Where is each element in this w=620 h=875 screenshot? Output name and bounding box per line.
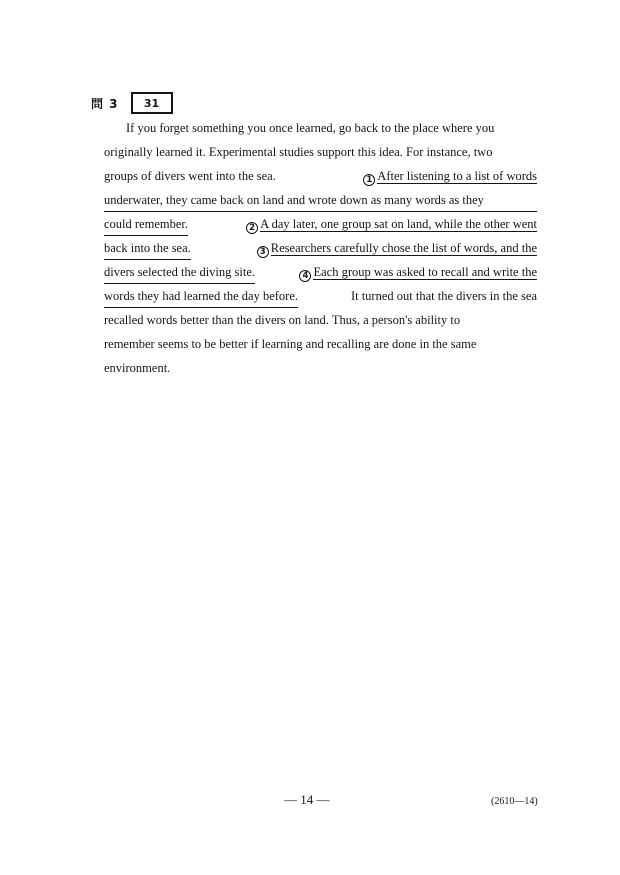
- underlined-text: back into the sea.: [104, 236, 191, 260]
- passage-line: [104, 332, 537, 356]
- underlined-text: divers selected the diving site.: [104, 260, 255, 284]
- underlined-text: After listening to a list of words: [377, 169, 537, 183]
- passage-text: environment.: [104, 361, 171, 375]
- question-header: [91, 92, 173, 114]
- underlined-text-content: underwater, they came back on land and wrote down as many words as they: [104, 193, 484, 207]
- passage-text: recalled words better than the divers on land. Thus, a person's ability to: [104, 313, 461, 327]
- underlined-text: [104, 188, 537, 212]
- underlined-sentence-1: [359, 164, 537, 188]
- passage-line: [104, 284, 537, 308]
- underlined-text: could remember.: [104, 212, 188, 236]
- page-number: — 14 —: [284, 792, 330, 807]
- passage-text: It turned out that the divers in the sea: [350, 289, 537, 303]
- circled-number-1-icon: 1: [363, 174, 375, 186]
- underlined-text: Each group was asked to recall and write the: [313, 265, 537, 279]
- passage-text: originally learned it. Experimental studies support this idea. For instance, two: [104, 145, 493, 159]
- underlined-sentence-2: [242, 212, 537, 236]
- circled-number-3-icon: 3: [257, 246, 269, 258]
- underlined-text: Researchers carefully chose the list of words, and the: [270, 241, 537, 255]
- passage-line: [104, 140, 537, 164]
- passage-line: [104, 260, 537, 284]
- circled-number-4-icon: 4: [299, 270, 311, 282]
- passage-text: remember seems to be better if learning and recalling are done in the same: [104, 337, 477, 351]
- circled-number-2-icon: 2: [246, 222, 258, 234]
- passage: [104, 116, 537, 380]
- passage-line: [104, 308, 537, 332]
- answer-number-box: 31: [131, 92, 173, 114]
- document-code: (2610—14): [491, 796, 538, 807]
- passage-line: [104, 236, 537, 260]
- passage-line: [104, 164, 537, 188]
- passage-line: [104, 212, 537, 236]
- underlined-text: A day later, one group sat on land, while the other went: [260, 217, 537, 231]
- passage-text: groups of divers went into the sea.: [104, 169, 276, 183]
- passage-line: [104, 356, 537, 380]
- passage-text: If you forget something you once learned, go back to the place where you: [126, 121, 495, 135]
- passage-line: [104, 188, 537, 212]
- underlined-sentence-3: [253, 236, 537, 260]
- passage-line: [104, 116, 537, 140]
- question-label: 問 3: [91, 96, 119, 111]
- underlined-text: words they had learned the day before.: [104, 284, 298, 308]
- underlined-sentence-4: [295, 260, 537, 284]
